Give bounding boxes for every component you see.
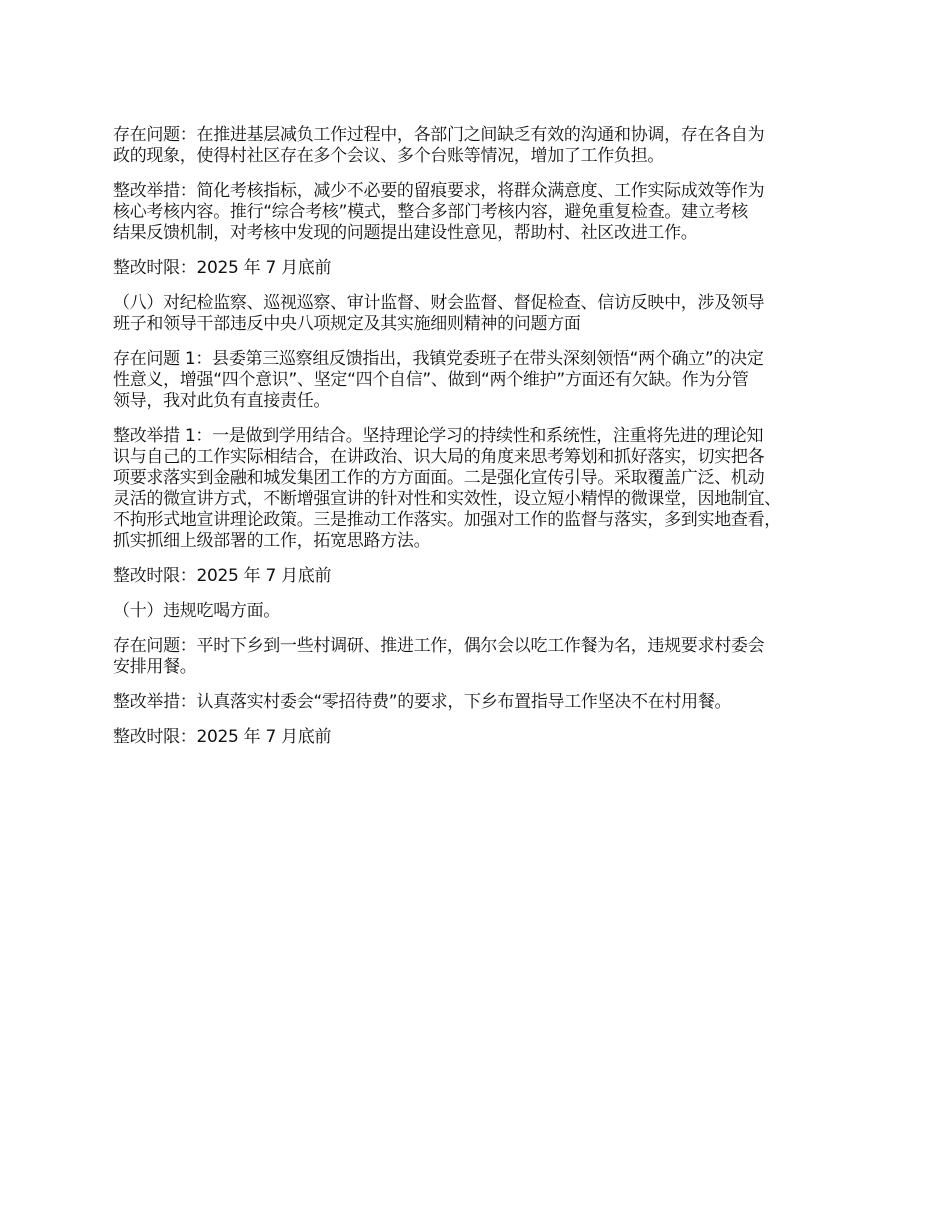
paragraph-deadline <box>113 258 873 279</box>
paragraph-problem-section-10 <box>113 636 873 678</box>
paragraph-deadline <box>113 566 873 587</box>
paragraph-measure-section-10 <box>113 692 873 713</box>
text-line: 存在问题 1：县委第三巡察组反馈指出，我镇党委班子在带头深刻领悟“两个确立”的决定 <box>113 349 764 369</box>
text-line: 政的现象，使得村社区存在多个会议、多个台账等情况，增加了工作负担。 <box>113 146 665 166</box>
text-line: 项要求落实到金融和城发集团工作的方方面面。二是强化宣传引导。采取覆盖广泛、机动 <box>113 468 765 488</box>
text-line: 领导，我对此负有直接责任。 <box>113 391 331 411</box>
paragraph-problem-reduce-burden <box>113 125 873 167</box>
text-line: 不拘形式地宣讲理论政策。三是推动工作落实。加强对工作的监督与落实，多到实地查看， <box>113 510 781 530</box>
text-line: 整改举措：简化考核指标，减少不必要的留痕要求，将群众满意度、工作实际成效等作为 <box>113 181 765 201</box>
text-line: 识与自己的工作实际相结合，在讲政治、识大局的角度来思考筹划和抓好落实，切实把各 <box>113 447 765 467</box>
text-line: 整改时限：2025 年 7 月底前 <box>113 566 332 586</box>
text-line: 班子和领导干部违反中央八项规定及其实施细则精神的问题方面 <box>113 314 581 334</box>
text-line: 整改举措：认真落实村委会“零招待费”的要求，下乡布置指导工作坚决不在村用餐。 <box>113 692 732 712</box>
text-line: 核心考核内容。推行“综合考核”模式，整合多部门考核内容，避免重复检查。建立考核 <box>113 202 748 222</box>
paragraph-measure-1 <box>113 426 873 552</box>
text-line: 灵活的微宣讲方式，不断增强宣讲的针对性和实效性，设立短小精悍的微课堂，因地制宜、 <box>113 489 781 509</box>
paragraph-measure-reduce-burden <box>113 181 873 244</box>
section-heading-10 <box>113 601 873 622</box>
text-line: 整改时限：2025 年 7 月底前 <box>113 258 332 278</box>
text-line: （八）对纪检监察、巡视巡察、审计监督、财会监督、督促检查、信访反映中，涉及领导 <box>113 293 765 313</box>
document-page <box>113 125 873 762</box>
text-line: 安排用餐。 <box>113 657 197 677</box>
text-line: 存在问题：平时下乡到一些村调研、推进工作，偶尔会以吃工作餐为名，违规要求村委会 <box>113 636 765 656</box>
text-line: 结果反馈机制，对考核中发现的问题提出建设性意见，帮助村、社区改进工作。 <box>113 223 698 243</box>
text-line: 存在问题：在推进基层减负工作过程中，各部门之间缺乏有效的沟通和协调，存在各自为 <box>113 125 765 145</box>
text-line: （十）违规吃喝方面。 <box>113 601 280 621</box>
text-line: 整改时限：2025 年 7 月底前 <box>113 727 332 747</box>
paragraph-deadline <box>113 727 873 748</box>
section-heading-8 <box>113 293 873 335</box>
text-line: 抓实抓细上级部署的工作，拓宽思路方法。 <box>113 531 431 551</box>
paragraph-problem-1 <box>113 349 873 412</box>
text-line: 整改举措 1：一是做到学用结合。坚持理论学习的持续性和系统性，注重将先进的理论知 <box>113 426 764 446</box>
text-line: 性意义，增强“四个意识”、坚定“四个自信”、做到“两个维护”方面还有欠缺。作为分管 <box>113 370 749 390</box>
